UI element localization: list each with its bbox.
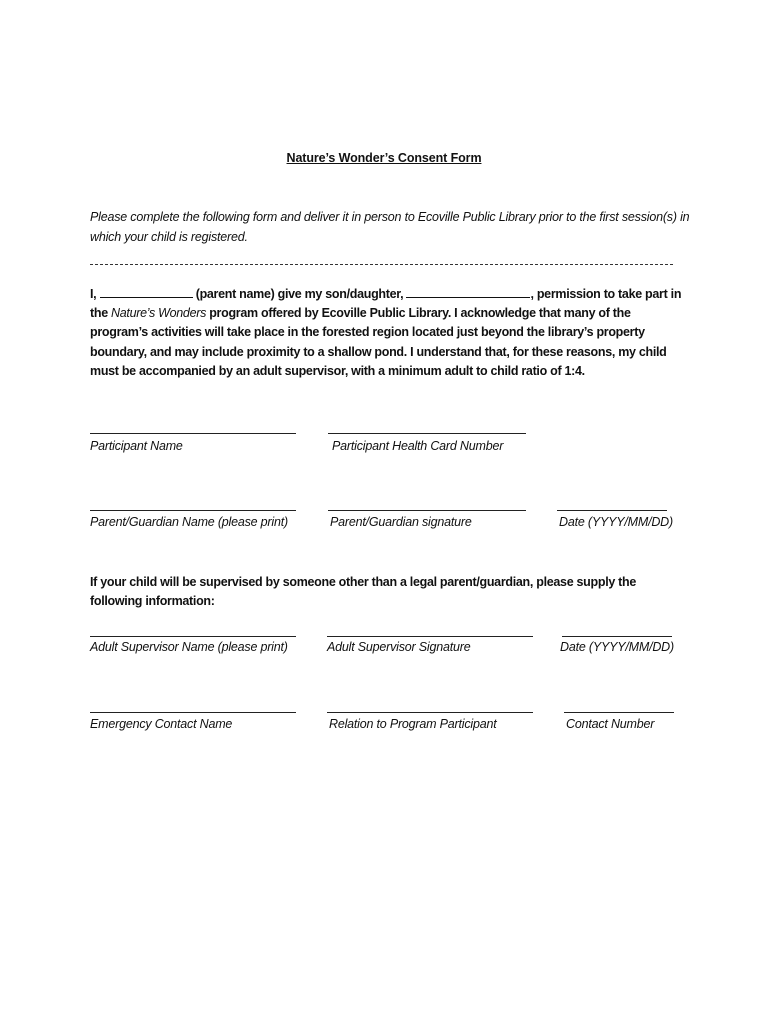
guardian-date-line[interactable] [557,510,667,511]
consent-text-part1: I, [90,287,100,301]
emergency-contact-name-line[interactable] [90,712,296,713]
supervisor-note: If your child will be supervised by someone other than a legal parent/guardian, please supply the following information: [90,575,637,609]
emergency-contact-name-label: Emergency Contact Name [90,717,233,731]
consent-text-part4: program offered by Ecoville Public Library. I acknowledge that many of the program’s activities will take place in the forested region located just beyond the library’s property boundary, and may include proximity to a shallow pond. I understand that, for these reasons, my child must be accompanied by an adult supervisor, with a minimum adult to child ratio of 1:4. [90,306,667,378]
child-name-blank[interactable] [406,286,530,298]
guardian-name-label: Parent/Guardian Name (please print) [90,515,288,529]
participant-name-label: Participant Name [90,439,183,453]
guardian-signature-label: Parent/Guardian signature [330,515,472,529]
relation-to-participant-line[interactable] [327,712,533,713]
participant-health-card-label: Participant Health Card Number [332,439,504,453]
contact-number-line[interactable] [564,712,674,713]
supervisor-name-line[interactable] [90,636,296,637]
program-name: Nature’s Wonders [111,306,207,321]
supervisor-signature-label: Adult Supervisor Signature [327,640,471,654]
consent-paragraph [90,285,690,381]
consent-text-part2: (parent name) give my son/daughter, [192,287,407,301]
guardian-date-label: Date (YYYY/MM/DD) [559,515,673,529]
dashed-divider [90,264,673,265]
supervisor-date-line[interactable] [562,636,672,637]
supervisor-date-label: Date (YYYY/MM/DD) [560,640,674,654]
guardian-signature-line[interactable] [328,510,526,511]
participant-name-line[interactable] [90,433,296,434]
consent-text-part3: , permission to take part in the [90,287,682,321]
participant-health-card-line[interactable] [328,433,526,434]
parent-name-blank[interactable] [100,286,193,298]
contact-number-label: Contact Number [566,717,655,731]
form-instructions: Please complete the following form and deliver it in person to Ecoville Public Library prior to the first session(s) in which your child is registered. [90,210,690,244]
supervisor-name-label: Adult Supervisor Name (please print) [90,640,288,654]
supervisor-signature-line[interactable] [327,636,533,637]
relation-to-participant-label: Relation to Program Participant [329,717,497,731]
form-title: Nature’s Wonder’s Consent Form [286,151,482,165]
guardian-name-line[interactable] [90,510,296,511]
